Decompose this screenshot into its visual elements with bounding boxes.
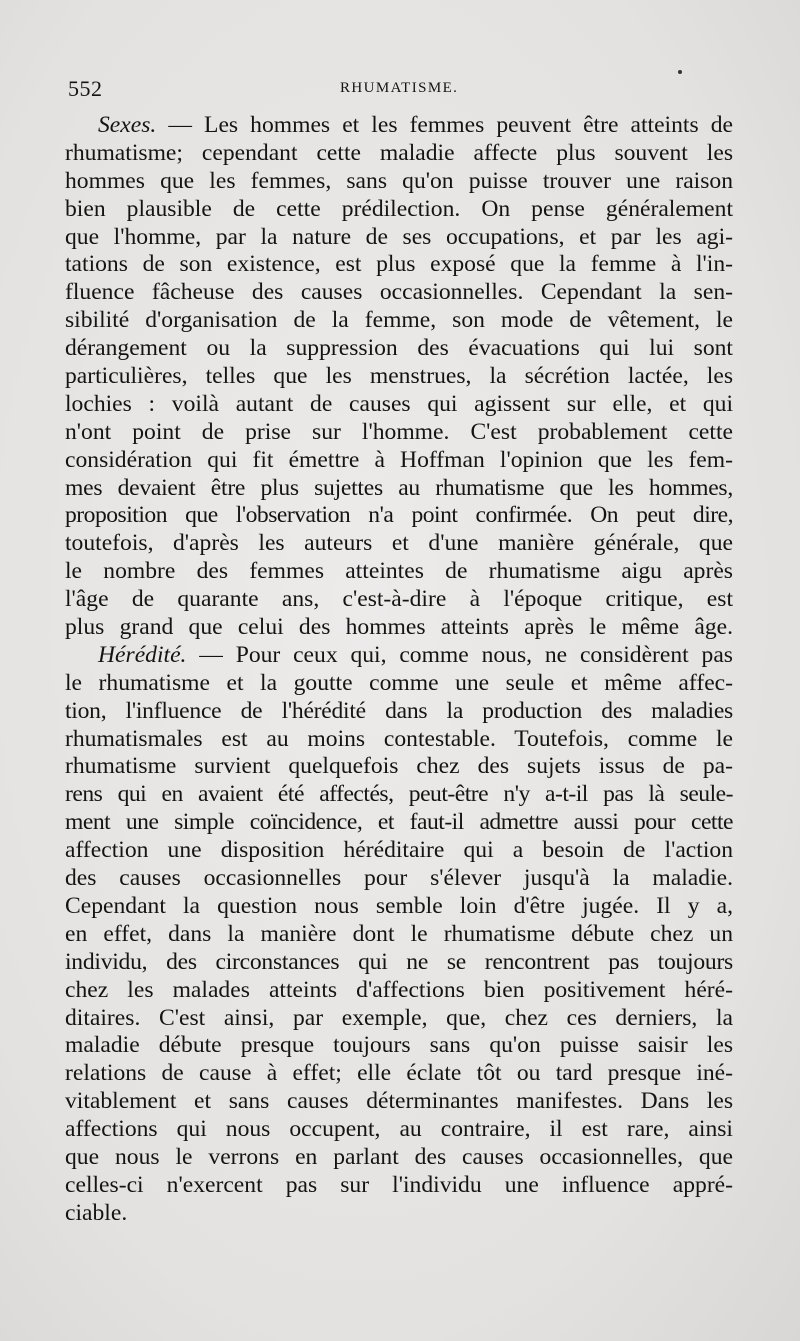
text-line: lochies : voilà autant de causes qui agissent sur elle, et qui bbox=[65, 390, 733, 417]
text-line: mes devaient être plus sujettes au rhumatisme que les hommes, bbox=[65, 474, 733, 501]
running-title: RHUMATISME. bbox=[340, 80, 459, 96]
body-text bbox=[65, 112, 733, 1228]
text-line: en effet, dans la manière dont le rhumatisme débute chez un bbox=[65, 920, 733, 947]
text-line: dérangement ou la suppression des évacuations qui lui sont bbox=[65, 335, 733, 362]
text-line: fluence fâcheuse des causes occasionnelles. Cependant la sen- bbox=[65, 279, 733, 306]
text-line: que l'homme, par la nature de ses occupations, et par les agi- bbox=[65, 223, 733, 250]
text-line: individu, des circonstances qui ne se rencontrent pas toujours bbox=[65, 948, 733, 975]
text-line: l'âge de quarante ans, c'est-à-dire à l'époque critique, est bbox=[65, 586, 733, 613]
text-line: plus grand que celui des hommes atteints après le même âge. bbox=[65, 614, 733, 641]
text-line: des causes occasionnelles pour s'élever jusqu'à la maladie. bbox=[65, 865, 733, 892]
text-line: hommes que les femmes, sans qu'on puisse trouver une raison bbox=[65, 167, 733, 194]
text-line: affection une disposition héréditaire qui a besoin de l'action bbox=[65, 837, 733, 864]
text-line: rens qui en avaient été affectés, peut-être n'y a-t-il pas là seule- bbox=[65, 781, 733, 808]
text-line: considération qui fit émettre à Hoffman l'opinion que les fem- bbox=[65, 446, 733, 473]
text-line: le nombre des femmes atteintes de rhumatisme aigu après bbox=[65, 558, 733, 585]
section-heading-sexes: Sexes. bbox=[98, 112, 157, 138]
text-line: rhumatisme; cependant cette maladie affecte plus souvent les bbox=[65, 139, 733, 166]
text-line: Cependant la question nous semble loin d'être jugée. Il y a, bbox=[65, 892, 733, 919]
text-line: maladie débute presque toujours sans qu'on puisse saisir les bbox=[65, 1032, 733, 1059]
text-line: chez les malades atteints d'affections bien positivement héré- bbox=[65, 976, 733, 1003]
text-line: relations de cause à effet; elle éclate tôt ou tard presque iné- bbox=[65, 1060, 733, 1087]
text-line: que nous le verrons en parlant des causes occasionnelles, que bbox=[65, 1143, 733, 1170]
text-line: sibilité d'organisation de la femme, son mode de vêtement, le bbox=[65, 307, 733, 334]
text-line: affections qui nous occupent, au contraire, il est rare, ainsi bbox=[65, 1116, 733, 1143]
text-line: tations de son existence, est plus exposé que la femme à l'in- bbox=[65, 251, 733, 278]
section-heading-heredite: Hérédité. bbox=[98, 641, 187, 668]
text-line: tion, l'influence de l'hérédité dans la production des maladies bbox=[65, 697, 733, 724]
page-header bbox=[68, 76, 740, 102]
text-line: rhumatisme survient quelquefois chez des sujets issus de pa- bbox=[65, 753, 733, 780]
text-line: ment une simple coïncidence, et faut-il admettre aussi pour cette bbox=[65, 809, 733, 836]
page-number: 552 bbox=[68, 76, 103, 101]
text-line: ditaires. C'est ainsi, par exemple, que, chez ces derniers, la bbox=[65, 1004, 733, 1031]
text-line: celles-ci n'exercent pas sur l'individu une influence appré- bbox=[65, 1171, 733, 1198]
text-line: proposition que l'observation n'a point confirmée. On peut dire, bbox=[65, 502, 733, 529]
text-line: n'ont point de prise sur l'homme. C'est probablement cette bbox=[65, 418, 733, 445]
text-line: rhumatismales est au moins contestable. Toutefois, comme le bbox=[65, 725, 733, 752]
text-line: toutefois, d'après les auteurs et d'une manière générale, que bbox=[65, 530, 733, 557]
text-line: le rhumatisme et la goutte comme une seule et même affec- bbox=[65, 669, 733, 696]
ink-speck bbox=[678, 70, 682, 74]
text-line: ciable. bbox=[65, 1199, 128, 1226]
text-line: Sexes. — Les hommes et les femmes peuvent être atteints de bbox=[98, 112, 733, 138]
text-line: vitablement et sans causes déterminantes manifestes. Dans les bbox=[65, 1088, 733, 1115]
text-line: bien plausible de cette prédilection. On pense généralement bbox=[65, 195, 733, 222]
text-line: Hérédité. — Pour ceux qui, comme nous, ne considèrent pas bbox=[98, 641, 733, 668]
text-line: particulières, telles que les menstrues, la sécrétion lactée, les bbox=[65, 363, 733, 390]
